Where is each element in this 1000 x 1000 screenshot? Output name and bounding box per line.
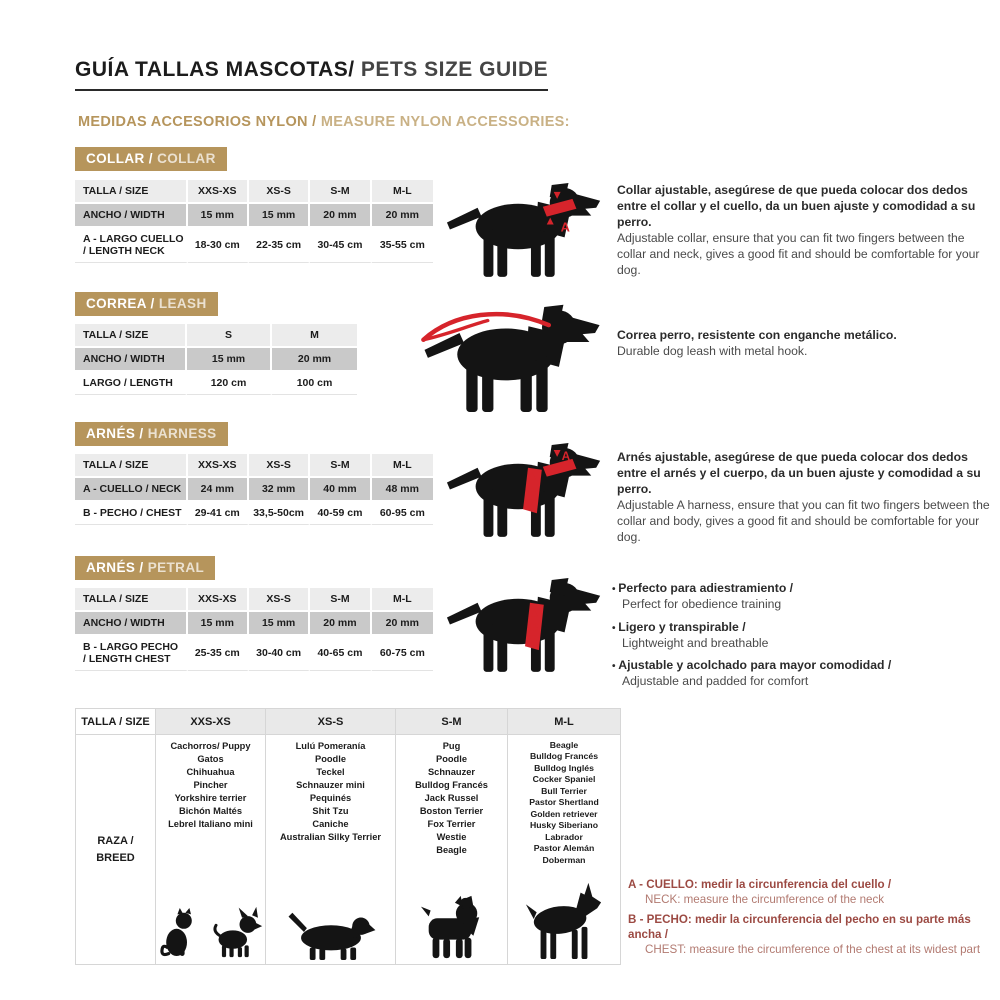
table-header-row — [75, 454, 433, 476]
table-row — [75, 348, 357, 370]
page-title-en: PETS SIZE GUIDE — [354, 58, 549, 81]
breed-table-body-row — [76, 735, 621, 965]
breed-item: Golden retriever — [530, 808, 598, 819]
value-cell: 15 mm — [188, 204, 249, 226]
breed-item: Poodle — [436, 754, 467, 765]
leash-desc-es: Correa perro, resistente con enganche metálico. — [617, 328, 897, 342]
harness-badge-es: ARNÉS / — [86, 426, 148, 441]
value-cell: 60-75 cm — [372, 636, 433, 671]
raza-breed-label — [76, 735, 155, 964]
breed-item: Schnauzer — [427, 767, 475, 778]
leash-desc-en: Durable dog leash with metal hook. — [617, 344, 808, 359]
breed-item: Lulú Pomeranía — [295, 741, 366, 751]
harness-a-mark: A — [561, 448, 571, 463]
schnauzer-silhouette — [415, 893, 489, 961]
chihuahua-silhouette — [211, 903, 263, 961]
breed-cell-xxs-xs — [156, 735, 266, 965]
note-neck-es: A - CUELLO: medir la circunferencia del cuello / — [628, 878, 892, 891]
breed-item: Pastor Shertland — [529, 797, 599, 808]
table-header-row — [75, 180, 433, 202]
row-label-cell: TALLA / SIZE — [75, 180, 188, 202]
value-cell: XXS-XS — [188, 180, 249, 202]
petral-bullet — [612, 658, 994, 690]
breed-item: Bulldog Inglés — [534, 762, 594, 773]
petral-bullet-en: Perfect for obedience training — [622, 596, 782, 611]
breed-list-m-l — [508, 740, 620, 866]
value-cell: 30-40 cm — [249, 636, 310, 671]
leash-description — [617, 327, 995, 359]
collar-description — [617, 182, 995, 279]
value-cell: 15 mm — [249, 612, 310, 634]
breed-item: Teckel — [316, 767, 345, 778]
breed-item: Bulldog Francés — [415, 780, 488, 791]
breed-item: Bull Terrier — [541, 785, 587, 796]
value-cell: S-M — [310, 454, 371, 476]
dachshund-silhouette — [283, 905, 379, 961]
value-cell: 40 mm — [310, 478, 371, 500]
value-cell: 20 mm — [372, 204, 433, 226]
petral-bullet-en: Adjustable and padded for comfort — [622, 674, 809, 689]
breed-header-xs-s: XS-S — [266, 709, 396, 735]
cat-silhouette — [159, 903, 203, 961]
breed-item: Lebrel Italiano mini — [168, 819, 253, 830]
value-cell: 20 mm — [310, 612, 371, 634]
breed-item: Bulldog Francés — [529, 751, 599, 762]
leash-badge-es: CORREA / — [86, 296, 159, 311]
leash-badge-en: LEASH — [158, 296, 207, 311]
breed-item: Boston Terrier — [419, 806, 484, 817]
silhouette-row-xs-s — [266, 905, 395, 961]
silhouette-row-m-l — [508, 879, 620, 961]
petral-b-mark: B — [529, 620, 539, 635]
collar-badge-es: COLLAR / — [86, 151, 158, 166]
petral-badge-es: ARNÉS / — [86, 560, 148, 575]
row-label-cell: B - LARGO PECHO / LENGTH CHEST — [75, 636, 188, 671]
harness-size-table — [75, 452, 433, 527]
value-cell: M-L — [372, 588, 433, 610]
value-cell: S — [187, 324, 272, 346]
row-label-cell: ANCHO / WIDTH — [75, 204, 188, 226]
breed-cell-content — [266, 735, 395, 964]
breed-table-header-row — [76, 709, 621, 735]
value-cell: XS-S — [249, 180, 310, 202]
petral-bullet — [612, 581, 994, 613]
value-cell: 120 cm — [187, 372, 272, 395]
breed-header-m-l: M-L — [508, 709, 621, 735]
value-cell: M-L — [372, 180, 433, 202]
value-cell: 32 mm — [249, 478, 310, 500]
harness-section-badge — [75, 422, 228, 446]
value-cell: 24 mm — [188, 478, 249, 500]
harness-desc-es: Arnés ajustable, asegúrese de que pueda colocar dos dedos entre el arnés y el cuerpo, da un buen ajuste y comodidad a su perro. — [617, 450, 981, 497]
value-cell: 20 mm — [272, 348, 357, 370]
petral-size-table — [75, 586, 433, 673]
petral-feature-list — [612, 581, 994, 697]
harness-badge-en: HARNESS — [147, 426, 217, 441]
petral-bullet-es: • Perfecto para adiestramiento / — [612, 581, 994, 597]
page-subtitle-es: MEDIDAS ACCESORIOS NYLON / — [78, 114, 321, 130]
breed-cell-content — [156, 735, 265, 964]
table-row — [75, 204, 433, 226]
row-label-cell: ANCHO / WIDTH — [75, 612, 188, 634]
breed-list-xs-s — [266, 740, 395, 844]
note-chest-en: CHEST: measure the circumference of the chest at its widest part — [645, 943, 981, 957]
breed-cell-m-l — [508, 735, 621, 965]
collar-desc-en: Adjustable collar, ensure that you can fit two fingers between the collar and neck, gives a good fit and should be comfortable for your dog. — [617, 231, 980, 278]
value-cell: S-M — [310, 180, 371, 202]
breed-item: Beagle — [436, 845, 467, 856]
breed-header-s-m: S-M — [396, 709, 508, 735]
breed-row-label-cell — [76, 735, 156, 965]
value-cell: 60-95 cm — [372, 502, 433, 525]
page-title — [75, 58, 548, 91]
dog-petral-illustration — [443, 565, 611, 679]
value-cell: 40-59 cm — [310, 502, 371, 525]
note-chest-es: B - PECHO: medir la circunferencia del pecho en su parte más ancha / — [628, 913, 971, 942]
page-title-es: GUÍA TALLAS MASCOTAS/ — [75, 58, 355, 81]
breed-list-s-m — [396, 740, 507, 857]
table-row — [75, 636, 433, 671]
collar-size-table — [75, 178, 433, 265]
breed-header-size: TALLA / SIZE — [76, 709, 156, 735]
breed-list-xxs-xs — [156, 740, 265, 831]
row-label-cell: B - PECHO / CHEST — [75, 502, 188, 525]
breed-item: Shit Tzu — [312, 806, 349, 817]
breed-item: Pastor Alemán — [533, 843, 595, 854]
value-cell: 25-35 cm — [188, 636, 249, 671]
silhouette-row-s-m — [396, 893, 507, 961]
breed-size-table — [75, 708, 621, 965]
value-cell: M-L — [372, 454, 433, 476]
row-label-cell: TALLA / SIZE — [75, 588, 188, 610]
breed-cell-content — [396, 735, 507, 964]
note-chest — [628, 912, 998, 957]
value-cell: S-M — [310, 588, 371, 610]
breed-item: Doberman — [542, 854, 586, 865]
row-label-cell: LARGO / LENGTH — [75, 372, 187, 395]
breed-item: Cocker Spaniel — [532, 774, 596, 785]
breed-cell-s-m — [396, 735, 508, 965]
value-cell: 33,5-50cm — [249, 502, 310, 525]
breed-item: Pincher — [193, 780, 228, 791]
doberman-silhouette — [517, 879, 611, 961]
breed-item: Fox Terrier — [427, 819, 476, 830]
table-row — [75, 372, 357, 395]
note-neck-en: NECK: measure the circumference of the neck — [645, 893, 885, 907]
value-cell: XXS-XS — [188, 454, 249, 476]
collar-badge-en: COLLAR — [157, 151, 216, 166]
breed-item: Australian Silky Terrier — [279, 832, 382, 843]
value-cell: 20 mm — [310, 204, 371, 226]
petral-section-badge — [75, 556, 215, 580]
table-row — [75, 502, 433, 525]
breed-item: Pequinés — [309, 793, 352, 804]
value-cell: 22-35 cm — [249, 228, 310, 263]
breed-item: Pug — [442, 741, 461, 751]
breed-item: Schnauzer mini — [296, 780, 365, 791]
table-header-row — [75, 588, 433, 610]
row-label-cell: A - CUELLO / NECK — [75, 478, 188, 500]
harness-b-mark: B — [527, 484, 537, 499]
value-cell: 20 mm — [372, 612, 433, 634]
value-cell: 40-65 cm — [310, 636, 371, 671]
breed-item: Cachorros/ Puppy — [170, 741, 251, 751]
petral-bullet-en: Lightweight and breathable — [622, 635, 769, 650]
harness-description — [617, 449, 995, 546]
raza-label-en: BREED — [96, 851, 135, 864]
collar-section-badge — [75, 147, 227, 171]
breed-item: Gatos — [197, 754, 224, 765]
harness-desc-en: Adjustable A harness, ensure that you can fit two fingers between the collar and body, gives a good fit and should be comfortable for your dog. — [617, 498, 990, 545]
table-header-row — [75, 324, 357, 346]
row-label-cell: TALLA / SIZE — [75, 454, 188, 476]
raza-label-es: RAZA / — [97, 835, 134, 847]
petral-bullet-es: • Ajustable y acolchado para mayor comodidad / — [612, 658, 994, 674]
leash-size-table — [75, 322, 357, 397]
value-cell: 15 mm — [187, 348, 272, 370]
page-subtitle — [78, 114, 570, 130]
breed-item: Beagle — [549, 740, 579, 750]
breed-cell-content — [508, 735, 620, 964]
leash-section-badge — [75, 292, 218, 316]
breed-item: Yorkshire terrier — [174, 793, 247, 804]
value-cell: 15 mm — [188, 612, 249, 634]
value-cell: XXS-XS — [188, 588, 249, 610]
breed-item: Poodle — [315, 754, 346, 765]
note-neck — [628, 877, 998, 907]
breed-item: Labrador — [545, 831, 583, 842]
page-subtitle-en: MEASURE NYLON ACCESSORIES: — [320, 114, 570, 130]
breed-item: Westie — [436, 832, 467, 843]
value-cell: XS-S — [249, 454, 310, 476]
value-cell: XS-S — [249, 588, 310, 610]
value-cell: 30-45 cm — [310, 228, 371, 263]
table-row — [75, 228, 433, 263]
collar-desc-es: Collar ajustable, asegúrese de que pueda colocar dos dedos entre el collar y el cuello, da un buen ajuste y comodidad a su perro. — [617, 183, 976, 230]
silhouette-row-xxs-xs — [156, 903, 265, 961]
value-cell: 15 mm — [249, 204, 310, 226]
petral-badge-en: PETRAL — [147, 560, 205, 575]
dog-collar-illustration — [443, 170, 611, 284]
value-cell: 29-41 cm — [188, 502, 249, 525]
petral-bullet-es: • Ligero y transpirable / — [612, 620, 994, 636]
row-label-cell: TALLA / SIZE — [75, 324, 187, 346]
table-row — [75, 612, 433, 634]
breed-item: Caniche — [312, 819, 349, 830]
value-cell: 100 cm — [272, 372, 357, 395]
row-label-cell: ANCHO / WIDTH — [75, 348, 187, 370]
breed-item: Jack Russel — [424, 793, 479, 804]
value-cell: 18-30 cm — [188, 228, 249, 263]
breed-cell-xs-s — [266, 735, 396, 965]
breed-item: Chihuahua — [186, 767, 235, 778]
breed-header-xxs-xs: XXS-XS — [156, 709, 266, 735]
breed-item: Husky Siberiano — [529, 820, 599, 831]
measuring-notes — [628, 877, 998, 962]
table-row — [75, 478, 433, 500]
row-label-cell: A - LARGO CUELLO / LENGTH NECK — [75, 228, 188, 263]
dog-harness-illustration — [443, 430, 611, 544]
value-cell: M — [272, 324, 357, 346]
collar-a-mark: A — [560, 219, 570, 235]
breed-item: Bichón Maltés — [178, 806, 243, 817]
value-cell: 48 mm — [372, 478, 433, 500]
value-cell: 35-55 cm — [372, 228, 433, 263]
dog-leash-illustration — [420, 290, 612, 420]
petral-bullet — [612, 620, 994, 652]
